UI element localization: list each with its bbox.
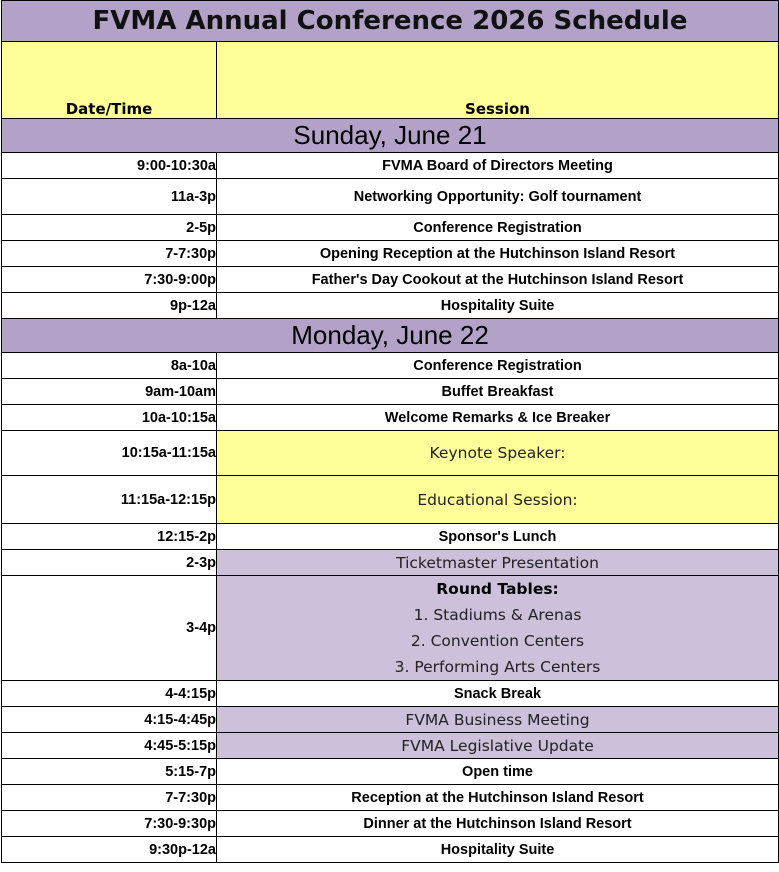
session-cell: Hospitality Suite — [217, 293, 779, 319]
title-row — [2, 1, 779, 42]
column-header-row — [2, 42, 779, 119]
session-cell: Conference Registration — [217, 215, 779, 241]
table-row — [2, 681, 779, 707]
session-column-header: Session — [217, 42, 779, 119]
time-cell: 9:30p-12a — [2, 837, 217, 863]
round-table-item: 3. Performing Arts Centers — [394, 658, 601, 676]
session-cell: Welcome Remarks & Ice Breaker — [217, 405, 779, 431]
session-cell: Opening Reception at the Hutchinson Island Resort — [217, 241, 779, 267]
time-cell: 4:15-4:45p — [2, 707, 217, 733]
session-cell: Keynote Speaker: — [217, 431, 779, 476]
time-cell: 11a-3p — [2, 179, 217, 215]
session-cell: Sponsor's Lunch — [217, 524, 779, 550]
time-cell: 7-7:30p — [2, 785, 217, 811]
session-cell: Ticketmaster Presentation — [217, 550, 779, 576]
round-table-item: 1. Stadiums & Arenas — [413, 606, 582, 624]
time-cell: 9p-12a — [2, 293, 217, 319]
time-cell: 2-5p — [2, 215, 217, 241]
session-cell: Dinner at the Hutchinson Island Resort — [217, 811, 779, 837]
time-cell: 4:45-5:15p — [2, 733, 217, 759]
time-cell: 10:15a-11:15a — [2, 431, 217, 476]
table-row — [2, 733, 779, 759]
table-row — [2, 550, 779, 576]
day-heading-row — [2, 119, 779, 153]
time-cell: 5:15-7p — [2, 759, 217, 785]
time-cell: 8a-10a — [2, 353, 217, 379]
time-cell: 7:30-9:30p — [2, 811, 217, 837]
table-row — [2, 811, 779, 837]
time-cell: 4-4:15p — [2, 681, 217, 707]
table-row — [2, 153, 779, 179]
day-heading-row — [2, 319, 779, 353]
day-heading-sunday: Sunday, June 21 — [2, 119, 779, 153]
session-cell: Snack Break — [217, 681, 779, 707]
round-tables-cell — [217, 576, 779, 681]
day-heading-monday: Monday, June 22 — [2, 319, 779, 353]
table-row — [2, 215, 779, 241]
session-cell: FVMA Business Meeting — [217, 707, 779, 733]
table-row — [2, 353, 779, 379]
datetime-column-header: Date/Time — [2, 42, 217, 119]
table-row — [2, 431, 779, 476]
session-cell: Reception at the Hutchinson Island Resort — [217, 785, 779, 811]
time-cell: 10a-10:15a — [2, 405, 217, 431]
time-cell: 2-3p — [2, 550, 217, 576]
time-cell: 3-4p — [2, 576, 217, 681]
session-cell: Hospitality Suite — [217, 837, 779, 863]
session-cell: Conference Registration — [217, 353, 779, 379]
table-row — [2, 179, 779, 215]
table-row — [2, 524, 779, 550]
table-row — [2, 837, 779, 863]
table-row — [2, 379, 779, 405]
schedule-table — [1, 0, 779, 863]
table-row — [2, 267, 779, 293]
time-cell: 9:00-10:30a — [2, 153, 217, 179]
time-cell: 11:15a-12:15p — [2, 476, 217, 524]
table-row — [2, 576, 779, 681]
table-row — [2, 759, 779, 785]
schedule-title: FVMA Annual Conference 2026 Schedule — [2, 1, 779, 42]
session-cell: Networking Opportunity: Golf tournament — [217, 179, 779, 215]
session-cell: FVMA Board of Directors Meeting — [217, 153, 779, 179]
table-row — [2, 293, 779, 319]
table-row — [2, 707, 779, 733]
time-cell: 12:15-2p — [2, 524, 217, 550]
table-row — [2, 241, 779, 267]
session-cell: Educational Session: — [217, 476, 779, 524]
session-cell: FVMA Legislative Update — [217, 733, 779, 759]
table-row — [2, 785, 779, 811]
table-row — [2, 405, 779, 431]
table-row — [2, 476, 779, 524]
session-cell: Father's Day Cookout at the Hutchinson Island Resort — [217, 267, 779, 293]
round-table-item: 2. Convention Centers — [410, 632, 585, 650]
session-cell: Open time — [217, 759, 779, 785]
round-tables-title: Round Tables: — [436, 580, 559, 598]
time-cell: 7:30-9:00p — [2, 267, 217, 293]
session-cell: Buffet Breakfast — [217, 379, 779, 405]
time-cell: 9am-10am — [2, 379, 217, 405]
time-cell: 7-7:30p — [2, 241, 217, 267]
